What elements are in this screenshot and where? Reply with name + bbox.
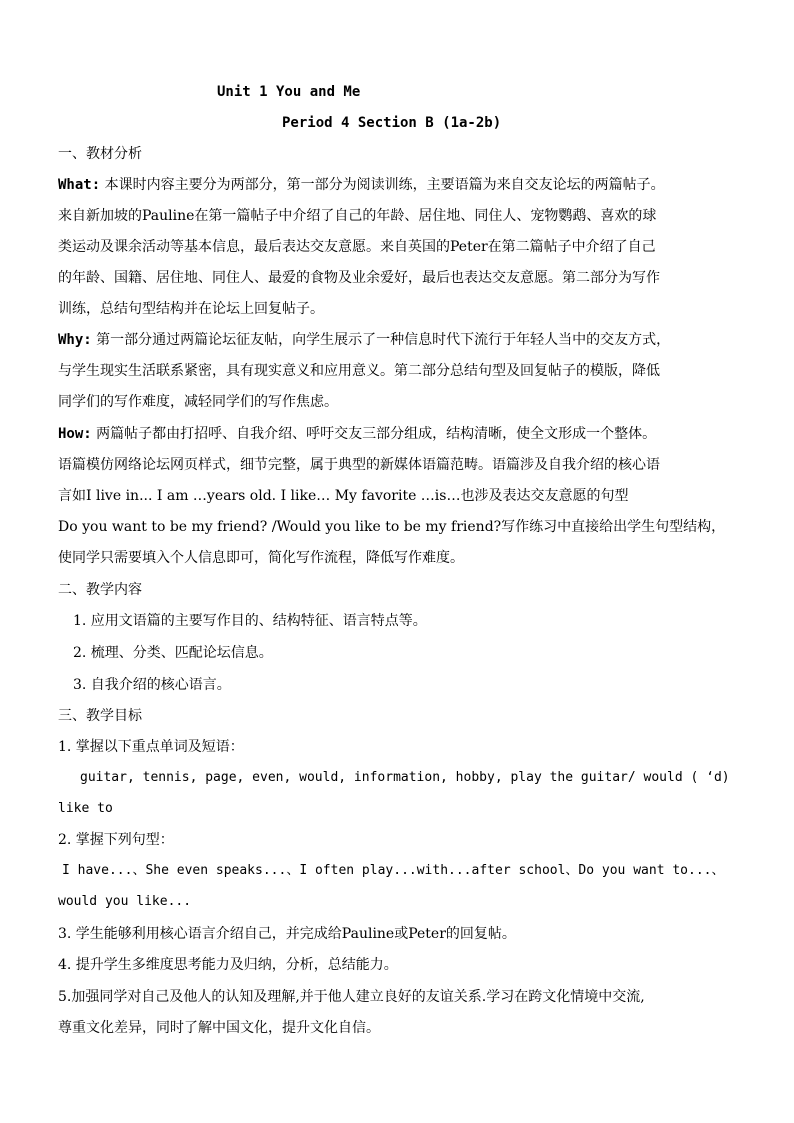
what-text: 本课时内容主要分为两部分，第一部分为阅读训练，主要语篇为来自交友论坛的两篇帖子。	[104, 177, 665, 193]
goal-1: 1. 掌握以下重点单词及短语：	[58, 739, 244, 755]
why-text: 同学们的写作难度，减轻同学们的写作焦虑。	[58, 394, 338, 410]
how-label: How:	[58, 426, 92, 442]
goal-2-sentences-cont: would you like...	[58, 894, 192, 909]
how-text: Do you want to be my friend? /Would you like to be my friend?写作练习中直接给出学生句型结构，	[58, 519, 726, 535]
goal-3: 3. 学生能够利用核心语言介绍自己，并完成给Pauline或Peter的回复帖。	[58, 926, 516, 942]
how-paragraph-line	[58, 425, 656, 443]
how-text: 使同学只需要填入个人信息即可，简化写作流程，降低写作难度。	[58, 550, 464, 566]
content-item: 1. 应用文语篇的主要写作目的、结构特征、语言特点等。	[73, 613, 427, 629]
what-paragraph-line	[58, 176, 665, 194]
section-heading-content: 二、教学内容	[58, 582, 142, 598]
how-text: 言如I live in... I am …years old. I like… My favorite …is…也涉及表达交友意愿的句型	[58, 488, 629, 504]
content-item: 3. 自我介绍的核心语言。	[73, 677, 231, 693]
what-text: 的年龄、国籍、居住地、同住人、最爱的食物及业余爱好，最后也表达交友意愿。第二部分为写作	[58, 270, 660, 286]
what-label: What:	[58, 177, 101, 193]
why-label: Why:	[58, 332, 92, 348]
goal-1-words: guitar, tennis, page, even, would, information, hobby, play the guitar/ would ( ‘d)	[80, 770, 730, 785]
goal-1-words-cont: like to	[58, 801, 113, 816]
why-paragraph-line	[58, 331, 670, 349]
goal-2-sentences: I have...、She even speaks...、I often play...with...after school、Do you want to...、	[62, 863, 725, 878]
what-text: 类运动及课余活动等基本信息，最后表达交友意愿。来自英国的Peter在第二篇帖子中介绍了自己	[58, 239, 656, 255]
goal-5: 5.加强同学对自己及他人的认知及理解,并于他人建立良好的友谊关系.学习在跨文化情境中交流,	[58, 989, 645, 1005]
unit-title: Unit 1 You and Me	[217, 84, 361, 100]
how-text: 两篇帖子都由打招呼、自我介绍、呼吁交友三部分组成，结构清晰，使全文形成一个整体。	[96, 426, 657, 442]
goal-5-cont: 尊重文化差异，同时了解中国文化，提升文化自信。	[58, 1020, 380, 1036]
goal-2: 2. 掌握下列句型：	[58, 832, 174, 848]
why-text: 与学生现实生活联系紧密，具有现实意义和应用意义。第二部分总结句型及回复帖子的模版，降低	[58, 363, 660, 379]
how-text: 语篇模仿网络论坛网页样式，细节完整，属于典型的新媒体语篇范畴。语篇涉及自我介绍的核心语	[58, 457, 660, 473]
section-heading-goals: 三、教学目标	[58, 708, 142, 724]
content-item: 2. 梳理、分类、匹配论坛信息。	[73, 645, 273, 661]
what-text: 来自新加坡的Pauline在第一篇帖子中介绍了自己的年龄、居住地、同住人、宠物鹦鹉、喜欢的球	[58, 208, 657, 224]
period-title: Period 4 Section B (1a-2b)	[282, 115, 502, 131]
goal-4: 4. 提升学生多维度思考能力及归纳，分析，总结能力。	[58, 957, 398, 973]
why-text: 第一部分通过两篇论坛征友帖，向学生展示了一种信息时代下流行于年轻人当中的交友方式，	[96, 332, 671, 348]
section-heading-analysis: 一、教材分析	[58, 146, 142, 162]
what-text: 训练，总结句型结构并在论坛上回复帖子。	[58, 301, 324, 317]
